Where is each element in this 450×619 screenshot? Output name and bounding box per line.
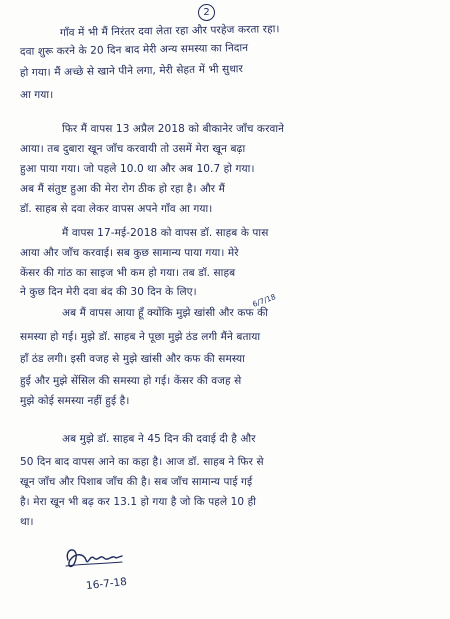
text-line: आया। तब दुबारा खून जाँच करवायी तो उसमें मेरा खून बढ़ा (20, 143, 246, 155)
page-number: 2 (198, 4, 215, 21)
text-line: आया और जाँच करवाई। सब कुछ सामान्य पाया गया। मेरे (20, 247, 239, 259)
text-line: फिर मैं वापस 13 अप्रैल 2018 को बीकानेर जाँच करवाने (62, 123, 285, 135)
text-line: ने कुछ दिन मेरी दवा बंद की 30 दिन के लिए। (20, 286, 197, 298)
signature-date: 16-7-18 (85, 575, 128, 593)
text-line: गाँव में भी मैं निरंतर दवा लेता रहा और परहेज करता रहा। (59, 23, 280, 39)
text-line: था। (20, 516, 34, 528)
text-line: हो गया। मैं अच्छे से खाने पीने लगा, मेरी सेहत में भी सुधार (19, 63, 244, 79)
text-line: खून जाँच और पिशाब जाँच की है। सब जाँच सामान्य पाई गई (20, 476, 253, 488)
text-line: है। मेरा खून भी बढ़ कर 13.1 हो गया है जो कि पहले 10 ही (20, 496, 257, 508)
text-line: हुआ पाया गया। जो पहले 10.0 था और अब 10.7 हो गया। (20, 163, 255, 175)
text-line: मैं वापस 17-मई-2018 को वापस डॉ. साहब के पास (62, 227, 269, 239)
text-line: 50 दिन बाद वापस आने का कहा है। आज डॉ. साहब ने फिर से (20, 456, 264, 468)
text-line: अब मैं संतुष्ट हुआ की मेरा रोग ठीक हो रहा है। और मैं (20, 183, 226, 195)
text-line: मुझे कोई समस्या नहीं हुई है। (20, 395, 130, 407)
text-line: आ गया। (20, 89, 54, 101)
text-line: समस्या हो गई। मुझे डॉ. साहब ने पूछा मुझे ठंड लगी मैंने बताया (20, 331, 261, 343)
margin-note-date: 6/7/18 (251, 292, 277, 309)
text-line: हाँ ठंड लगी। इसी वजह से मुझे खांसी और कफ की समस्या (20, 353, 245, 365)
text-line: हुई और मुझे सेंसिल की समस्या हो गई। केंसर की वजह से (20, 375, 242, 387)
text-line: दवा शुरू करने के 20 दिन बाद मेरी अन्य समस्या का निदान (19, 42, 249, 58)
text-line: अब मैं वापस आया हूँ क्योंकि मुझे खांसी और कफ की (62, 307, 269, 319)
text-line: केंसर की गांठ का साइज भी कम हो गया। तब डॉ. साहब (20, 267, 236, 279)
text-line: अब मुझे डॉ. साहब ने 45 दिन की दवाई दी है और (62, 433, 256, 445)
text-line: डॉ. साहब से दवा लेकर वापस अपने गाँव आ गया। (20, 203, 213, 215)
